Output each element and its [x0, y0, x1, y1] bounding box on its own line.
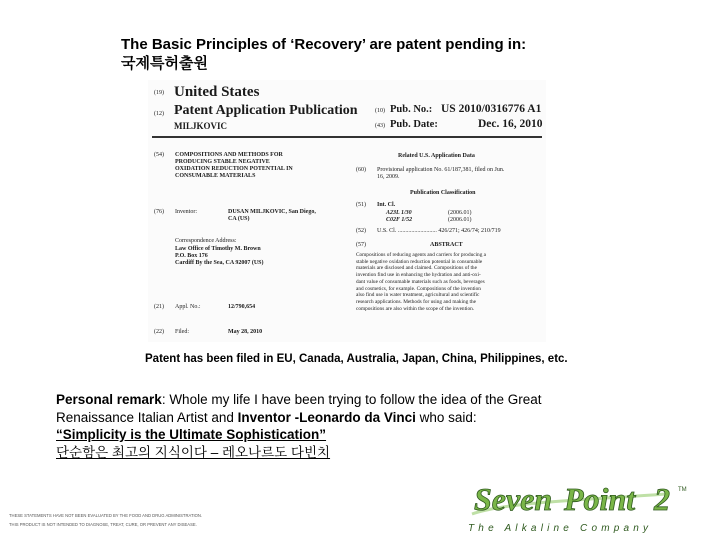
appl-no: 12/790,654: [228, 304, 256, 310]
pub-no: US 2010/0316776 A1: [441, 103, 542, 115]
correspondence-address: Law Office of Timothy M. Brown P.O. Box 176 Cardiff By the Sea, CA 92007 (US): [175, 246, 264, 266]
title-line-english: The Basic Principles of ‘Recovery’ are patent pending in:: [121, 36, 527, 53]
remark-quote: “Simplicity is the Ultimate Sophistication”: [56, 427, 327, 442]
code-10: (10): [375, 108, 385, 114]
patent-country: United States: [174, 84, 260, 100]
logo-word-seven: Seven: [474, 481, 553, 517]
code-54: (54): [154, 152, 164, 158]
inventor-label: Inventor:: [175, 209, 197, 215]
filed-countries-note: Patent has been filed in EU, Canada, Australia, Japan, China, Philippines, etc.: [145, 353, 568, 365]
patent-inventor-short: MILJKOVIC: [174, 121, 228, 131]
code-43: (43): [375, 123, 385, 129]
us-classification: U.S. Cl. .......................... 426/271; 426/74; 210/719: [377, 228, 501, 234]
code-19: (19): [154, 90, 164, 96]
intcl-version-2: (2006.01): [448, 217, 472, 223]
related-heading: Related U.S. Application Data: [398, 153, 475, 159]
code-22: (22): [154, 329, 164, 335]
header-rule: [152, 136, 542, 138]
filed-label: Filed:: [175, 329, 190, 335]
intcl-version-1: (2006.01): [448, 210, 472, 216]
intcl-class-1: A23L 1/30: [386, 210, 412, 216]
inventor-full: DUSAN MILJKOVIC, San Diego, CA (US): [228, 209, 316, 222]
remark-text-2: who said:: [415, 409, 477, 425]
patent-publication-type: Patent Application Publication: [174, 103, 358, 118]
filed-date: May 28, 2010: [228, 329, 263, 335]
slide-title: [121, 35, 526, 73]
pub-no-label: Pub. No.:: [390, 104, 433, 115]
intcl-label: Int. Cl.: [377, 202, 396, 208]
remark-inventor: Inventor -Leonardo da Vinci: [237, 409, 416, 425]
fda-disclaimer-line-2: THIS PRODUCT IS NOT INTENDED TO DIAGNOSE, TREAT, CURE, OR PREVENT ANY DISEASE.: [9, 522, 197, 527]
code-52: (52): [356, 228, 366, 234]
invention-title: COMPOSITIONS AND METHODS FOR PRODUCING STABLE NEGATIVE OXIDATION REDUCTION POTENTIAL IN CONSUMABLE MATERIALS: [175, 152, 293, 179]
code-21: (21): [154, 304, 164, 310]
remark-korean-quote: 단순함은 최고의 지식이다 – 레오나르도 다빈치: [56, 444, 331, 460]
code-51: (51): [356, 202, 366, 208]
logo-trademark: TM: [678, 487, 687, 493]
personal-remark: [56, 391, 616, 461]
patent-document-image: [148, 80, 546, 342]
correspondence-label: Correspondence Address:: [175, 238, 237, 244]
abstract-heading: ABSTRACT: [430, 242, 463, 248]
remark-label: Personal remark: [56, 392, 162, 407]
fda-disclaimer-line-1: THESE STATEMENTS HAVE NOT BEEN EVALUATED BY THE FOOD AND DRUG ADMINISTRATION.: [9, 513, 203, 518]
code-60: (60): [356, 167, 366, 173]
classification-heading: Publication Classification: [410, 190, 476, 196]
logo-numeral: 2: [654, 481, 670, 517]
code-12: (12): [154, 111, 164, 117]
abstract-text: Compositions of reducing agents and carriers for producing a stable negative oxidation reduction potential in consumable materials are disclosed and claimed. Compositions of the invention find use in enhancing the hydration and anti-oxi- dant value of consumable materials such as foods, beverages and cosmetics, for example. Compositions of the invention also find use in water treatment, agricultural and scientific research applications. Methods for using and making the compositions are also within the scope of the invention.: [356, 252, 487, 312]
logo-word-point: Point: [564, 481, 636, 517]
remark-text-1: : Whole my life I have been trying to follow the idea of the Great Renaissance Italian Artist and: [56, 392, 542, 425]
title-line-korean: 국제특허출원: [121, 55, 208, 72]
pub-date: Dec. 16, 2010: [478, 118, 543, 130]
pub-date-label: Pub. Date:: [390, 119, 438, 130]
related-text: Provisional application No. 61/187,381, filed on Jun. 16, 2009.: [377, 167, 505, 180]
intcl-class-2: C02F 1/52: [386, 217, 413, 223]
seven-point-2-logo: [466, 472, 716, 538]
logo-tagline: The Alkaline Company: [468, 523, 653, 534]
appl-no-label: Appl. No.:: [175, 304, 201, 310]
fda-disclaimer: [9, 511, 202, 529]
code-57: (57): [356, 242, 366, 248]
code-76: (76): [154, 209, 164, 215]
